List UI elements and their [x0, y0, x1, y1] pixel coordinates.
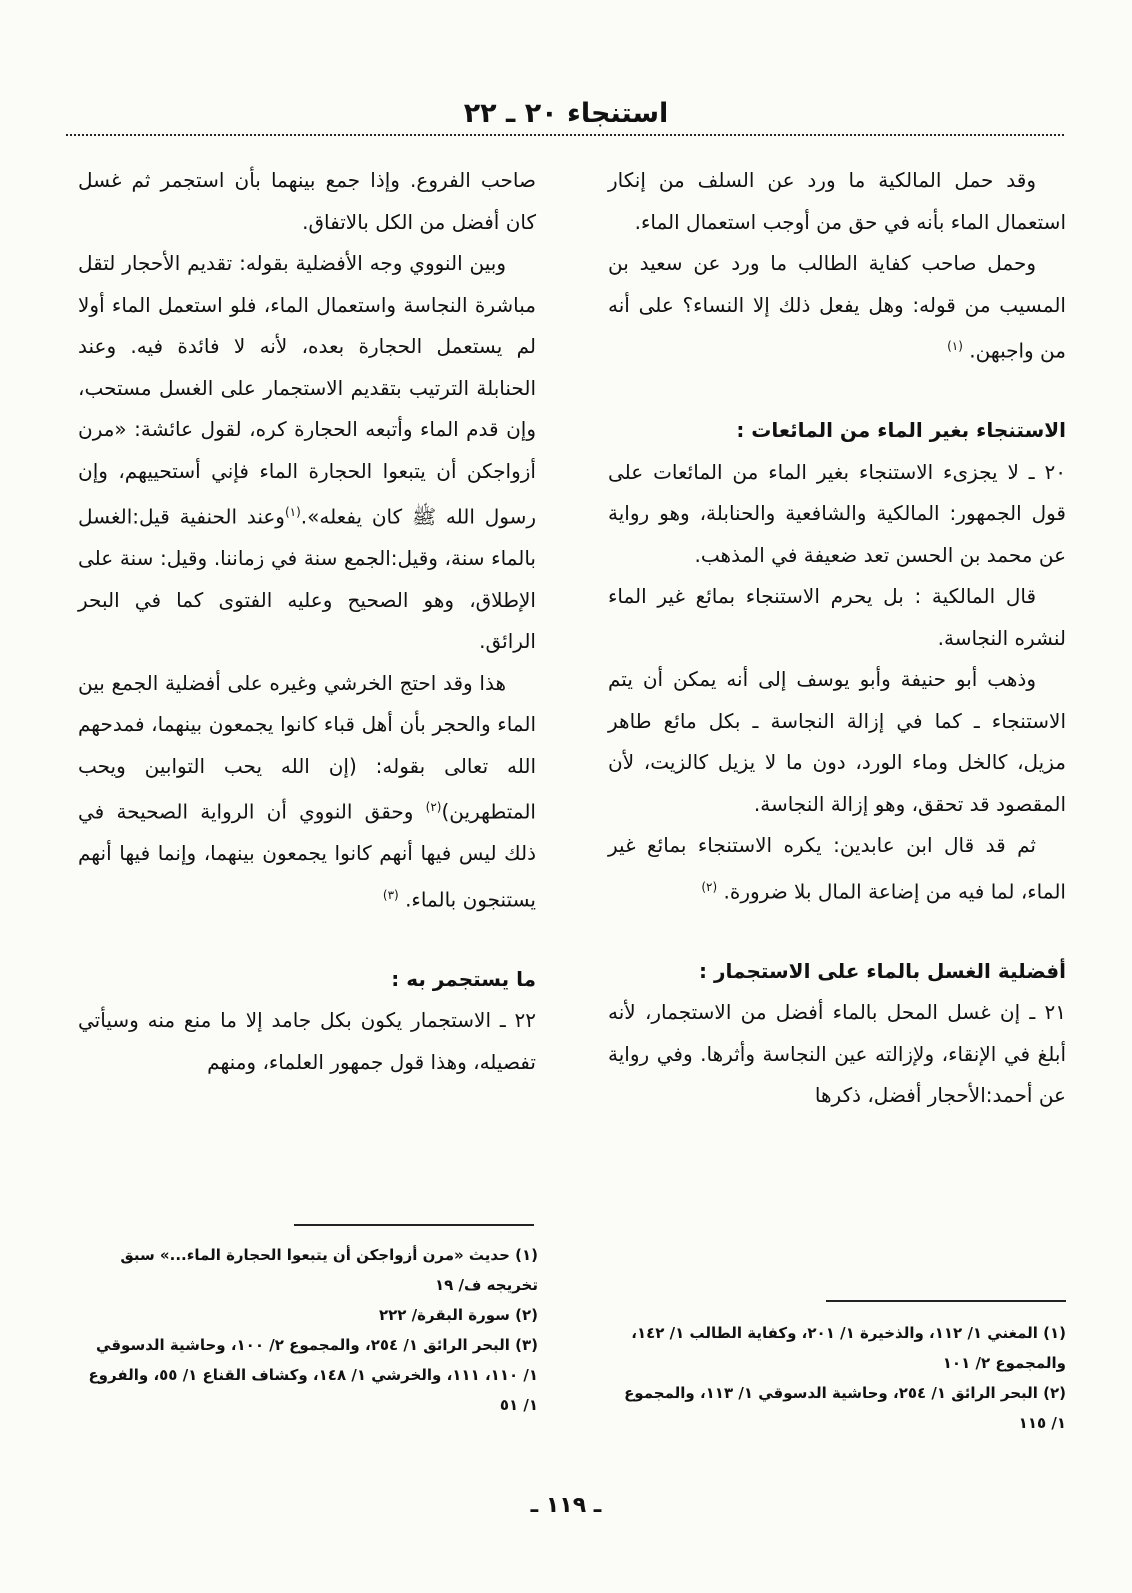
left-footnotes — [78, 1240, 538, 1420]
paragraph: وبين النووي وجه الأفضلية بقوله: تقديم الأحجار لتقل مباشرة النجاسة واستعمال الماء، فلو استعمل الماء أولا لم يستعمل الحجارة بعده، لأنه لا فائدة فيه. وعند الحنابلة الترتيب بتقديم الاستجمار على الغسل مستحب، وإن قدم الماء وأتبعه الحجارة كره، لقول عائشة: «مرن أزواجكن أن يتبعوا الحجارة الماء فإني أستحييهم، وإن رسول الله ﷺ كان يفعله».$^{(١)}$وعند الحنفية قيل:الغسل بالماء سنة، وقيل:الجمع سنة في زماننا. وقيل: سنة على الإطلاق، وهو الصحيح وعليه الفتوى كما في البحر الرائق. — [78, 251, 537, 654]
right-footnotes — [606, 1318, 1066, 1438]
page-header — [0, 98, 1132, 129]
paragraph: ثم قد قال ابن عابدين: يكره الاستنجاء بمائع غير الماء، لما فيه من إضاعة المال بلا ضرورة. $^{(٢)}$ — [608, 833, 1066, 904]
footnote-ref: (٢) — [425, 800, 442, 815]
footnote: (١) حديث «مرن أزواجكن أن يتبعوا الحجارة الماء...» سبق تخريجه ف/ ١٩ — [120, 1246, 538, 1294]
section-heading: ما يستجمر به : — [391, 966, 536, 991]
footnote-ref: (١) — [947, 339, 963, 353]
section-heading: أفضلية الغسل بالماء على الاستجمار : — [699, 958, 1066, 983]
right-column — [608, 160, 1066, 1117]
paragraph: وذهب أبو حنيفة وأبو يوسف إلى أنه يمكن أن يتم الاستنجاء ـ كما في إزالة النجاسة ـ بكل مائع طاهر مزيل، كالخل وماء الورد، دون ما لا يزيل كالزيت، لأن المقصود قد تحقق، وهو إزالة النجاسة. — [608, 667, 1066, 816]
section-heading: الاستنجاء بغير الماء من المائعات : — [736, 418, 1066, 443]
paragraph: وحمل صاحب كفاية الطالب ما ورد عن سعيد بن المسيب من قوله: وهل يفعل ذلك إلا النساء؟ على أنه من واجبهن. $^{(١)}$ — [608, 251, 1066, 363]
footnote-ref: (٢) — [701, 879, 718, 894]
footnote: (١) المغني ١/ ١١٢، والذخيرة ١/ ٢٠١، وكفاية الطالب ١/ ١٤٢، والمجموع ٢/ ١٠١ — [631, 1324, 1066, 1372]
left-column — [78, 160, 536, 1083]
footnote: (٢) سورة البقرة/ ٢٢٢ — [378, 1306, 538, 1324]
paragraph: ٢١ ـ إن غسل المحل بالماء أفضل من الاستجمار، لأنه أبلغ في الإنقاء، ولإزالته عين النجاسة وأثرها. وفي رواية عن أحمد:الأحجار أفضل، ذكرها — [608, 1000, 1066, 1108]
paragraph: هذا وقد احتج الخرشي وغيره على أفضلية الجمع بين الماء والحجر بأن أهل قباء كانوا يجمعون بينهما، فمدحهم الله تعالى بقوله: (إن الله يحب التوابين ويحب المتطهرين)$^{(٢)}$ وحقق النووي أن الرواية الصحيحة في ذلك ليس فيها أنهم كانوا يجمعون بينهما، وإنما فيها أنهم يستنجون بالماء. $^{(٣)}$ — [78, 670, 536, 912]
footnote-ref: (٣) — [382, 887, 399, 902]
paragraph: ٢٠ ـ لا يجزىء الاستنجاء بغير الماء من المائعات على قول الجمهور: المالكية والشافعية والحنابلة، وهو رواية عن محمد بن الحسن تعد ضعيفة في المذهب. — [608, 459, 1066, 567]
footnote: (٣) البحر الرائق ١/ ٢٥٤، والمجموع ٢/ ١٠٠، وحاشية الدسوقي ١/ ١١٠، ١١١، والخرشي ١/ ١٤٨، وكشاف القناع ١/ ٥٥، والفروع ١/ ٥١ — [88, 1336, 538, 1414]
paragraph: ٢٢ ـ الاستجمار يكون بكل جامد إلا ما منع منه وسيأتي تفصيله، وهذا قول جمهور العلماء، ومنهم — [78, 1008, 536, 1074]
page-title: استنجاء ٢٠ ـ ٢٢ — [463, 98, 669, 129]
header-divider — [66, 134, 1064, 136]
footnote-divider — [294, 1224, 534, 1226]
footnote-divider — [826, 1300, 1066, 1302]
footnote-ref: (١) — [284, 505, 301, 519]
paragraph: صاحب الفروع. وإذا جمع بينهما بأن استجمر ثم غسل كان أفضل من الكل بالاتفاق. — [78, 168, 536, 234]
paragraph: قال المالكية : بل يحرم الاستنجاء بمائع غير الماء لنشره النجاسة. — [608, 584, 1066, 650]
page-number: ـ ١١٩ ـ — [530, 1493, 602, 1518]
footnote: (٢) البحر الرائق ١/ ٢٥٤، وحاشية الدسوقي ١/ ١١٣، والمجموع ١/ ١١٥ — [624, 1384, 1066, 1432]
paragraph: وقد حمل المالكية ما ورد عن السلف من إنكار استعمال الماء بأنه في حق من أوجب استعمال الماء. — [608, 168, 1066, 234]
